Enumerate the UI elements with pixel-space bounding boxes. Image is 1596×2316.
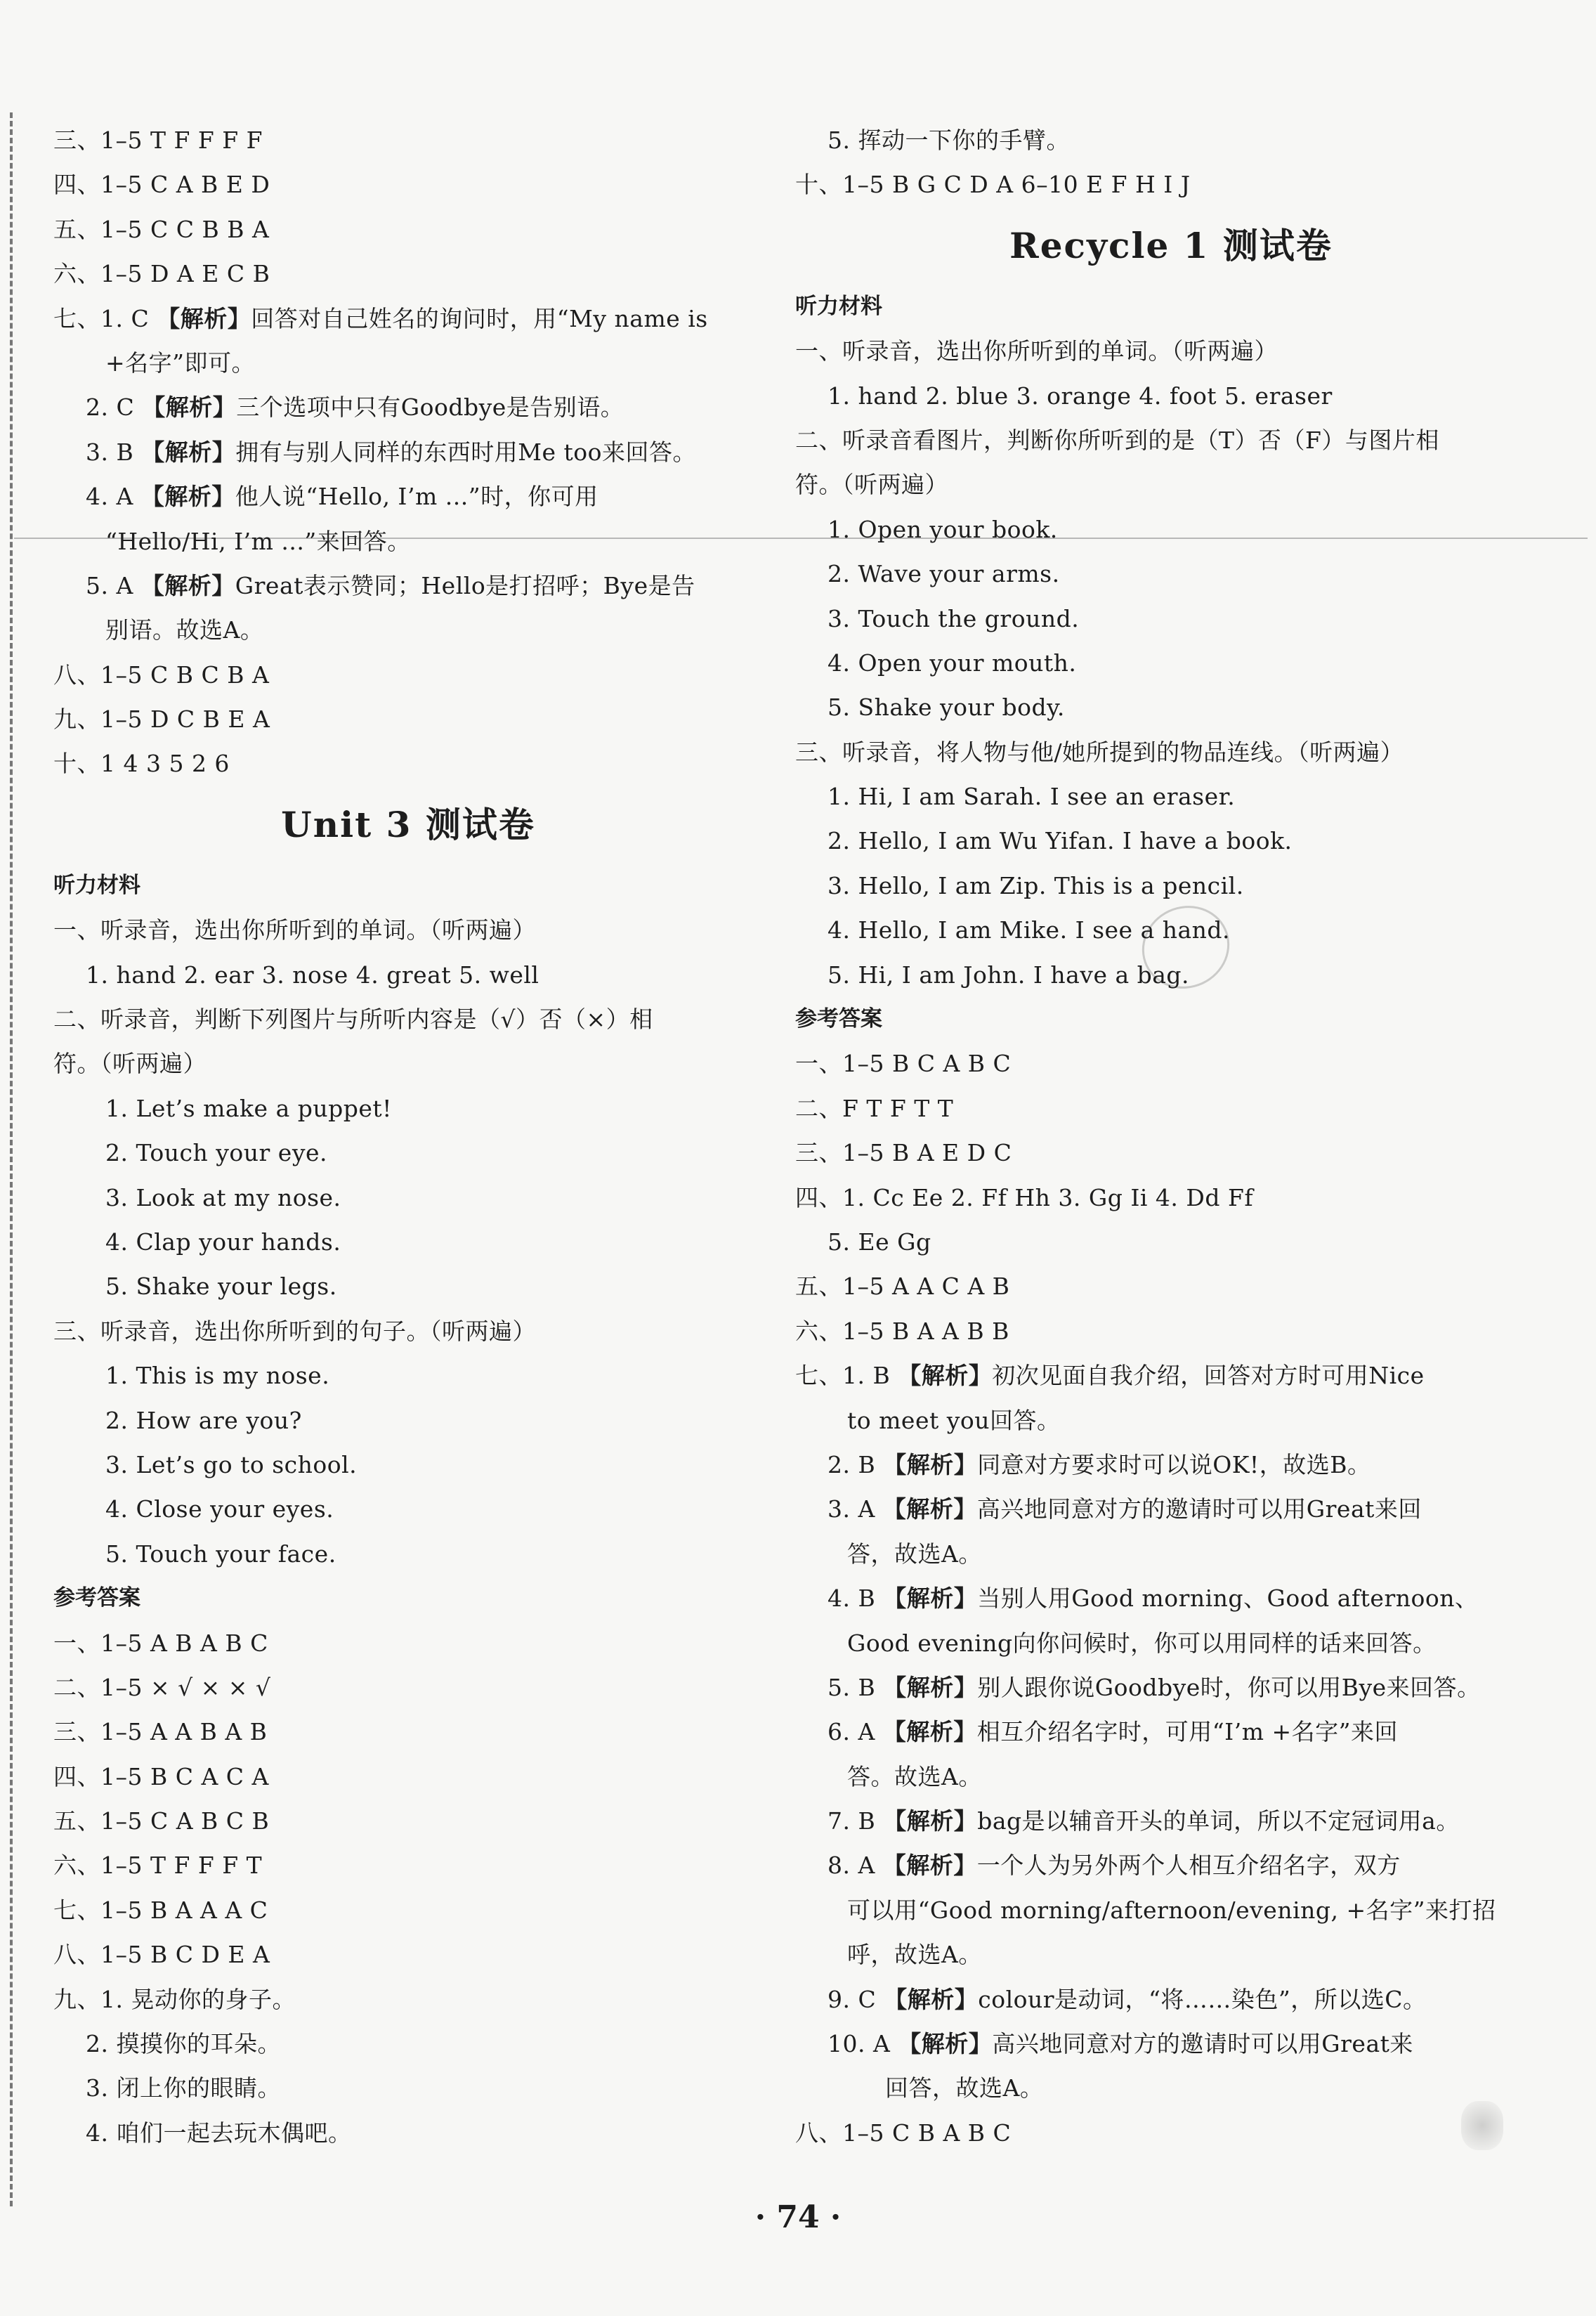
explanation-tag: 【解析】 <box>140 571 235 599</box>
left-text-line: 三、1–5 A A B A B <box>53 1718 268 1746</box>
right-text-line: to meet you回答。 <box>847 1406 1061 1434</box>
left-text-line: 5. Shake your legs. <box>105 1273 337 1301</box>
left-column <box>53 118 763 2155</box>
answer-choice: 6. A <box>828 1718 883 1746</box>
answer-explanation-line <box>795 1710 1547 1754</box>
answer-explanation-line <box>53 297 763 341</box>
left-text-line: 八、1–5 B C D E A <box>53 1941 270 1969</box>
right-text-line: 呼，故选A。 <box>847 1941 982 1969</box>
answer-explanation-line <box>53 564 763 608</box>
section-heading: 听力材料 <box>795 293 882 319</box>
right-text-line: 5. Ee Gg <box>828 1228 931 1256</box>
right-text-line: 2. Hello, I am Wu Yifan. I have a book. <box>828 827 1293 855</box>
left-text-line: 1. Let’s make a puppet! <box>105 1094 392 1122</box>
left-text-line: 六、1–5 D A E C B <box>53 260 270 288</box>
right-text-line: 5. Hi, I am John. I have a bag. <box>828 961 1190 989</box>
right-text-line: 1. Open your book. <box>828 515 1058 543</box>
left-text-line: 3. Let’s go to school. <box>105 1450 358 1478</box>
left-text-line: 二、1–5 × √ × × √ <box>53 1673 271 1701</box>
explanation-tag: 【解析】 <box>157 304 251 332</box>
left-text-line: 4. Clap your hands. <box>105 1228 341 1256</box>
answer-explanation-line <box>795 1487 1547 1531</box>
explanation-tag: 【解析】 <box>883 1673 978 1701</box>
left-text-line: 别语。故选A。 <box>105 616 264 644</box>
left-text-line: 七、1–5 B A A A C <box>53 1896 268 1924</box>
right-text-line: 回答，故选A。 <box>885 2074 1044 2102</box>
answer-choice: 5. A <box>86 571 141 599</box>
answer-choice: 4. A <box>86 483 141 511</box>
explanation-text: 同意对方要求时可以说OK!，故选B。 <box>977 1450 1371 1478</box>
section-heading: 参考答案 <box>795 1006 882 1032</box>
binding-dashed-line <box>10 112 13 2206</box>
answer-explanation-line <box>795 1799 1547 1843</box>
answer-choice: 七、1. C <box>53 304 157 332</box>
left-text-line: 2. Touch your eye. <box>105 1139 327 1167</box>
right-text-line: 五、1–5 A A C A B <box>795 1273 1010 1301</box>
right-text-line: 1. Hi, I am Sarah. I see an eraser. <box>828 783 1236 811</box>
left-text-line: “Hello/Hi, I’m ...”来回答。 <box>105 527 411 555</box>
left-text-line: 九、1–5 D C B E A <box>53 705 270 734</box>
explanation-tag: 【解析】 <box>883 1807 978 1835</box>
right-text-line: 2. Wave your arms. <box>828 560 1060 588</box>
answer-choice: 2. B <box>828 1450 884 1478</box>
explanation-tag: 【解析】 <box>883 1450 978 1478</box>
left-text-line: +名字”即可。 <box>105 349 256 377</box>
explanation-tag: 【解析】 <box>142 393 237 422</box>
explanation-tag: 【解析】 <box>898 2030 993 2058</box>
section-heading: 听力材料 <box>53 872 140 898</box>
right-text-line: 4. Hello, I am Mike. I see a hand. <box>828 916 1231 944</box>
answer-explanation-line <box>53 430 763 474</box>
answer-choice: 5. B <box>828 1673 884 1701</box>
explanation-text: 一个人为另外两个人相互介绍名字，双方 <box>976 1852 1401 1880</box>
right-text-line: 5. 挥动一下你的手臂。 <box>828 126 1070 154</box>
explanation-tag: 【解析】 <box>884 1985 979 2013</box>
explanation-text: 高兴地同意对方的邀请时可以用Great来回 <box>976 1495 1422 1523</box>
left-text-line: 3. 闭上你的眼睛。 <box>86 2074 281 2102</box>
page-number: · 74 · <box>754 2199 842 2235</box>
right-text-line: Good evening向你问候时，你可以用同样的话来回答。 <box>847 1629 1437 1657</box>
right-text-line: 三、听录音，将人物与他/她所提到的物品连线。（听两遍） <box>795 738 1404 766</box>
explanation-text: 当别人用Good morning、Good afternoon、 <box>977 1585 1479 1613</box>
explanation-text: 他人说“Hello, I’m ...”时，你可用 <box>235 483 598 511</box>
explanation-tag: 【解析】 <box>141 438 236 466</box>
answer-explanation-line <box>795 1843 1547 1887</box>
left-text-line: 九、1. 晃动你的身子。 <box>53 1985 296 2013</box>
explanation-text: 高兴地同意对方的邀请时可以用Great来 <box>992 2030 1413 2058</box>
right-text-line: 四、1. Cc Ee 2. Ff Hh 3. Gg Ii 4. Dd Ff <box>795 1183 1254 1211</box>
answer-choice: 3. A <box>828 1495 883 1523</box>
right-text-line: 5. Shake your body. <box>828 694 1065 722</box>
left-text-line: 四、1–5 C A B E D <box>53 171 270 199</box>
explanation-tag: 【解析】 <box>882 1852 977 1880</box>
left-text-line: 一、听录音，选出你所听到的单词。（听两遍） <box>53 916 536 944</box>
right-text-line: 1. hand 2. blue 3. orange 4. foot 5. eraser <box>828 382 1333 410</box>
right-text-line: 答。故选A。 <box>847 1762 982 1790</box>
answer-explanation-line <box>795 2022 1547 2066</box>
explanation-text: 拥有与别人同样的东西时用Me too来回答。 <box>235 438 697 466</box>
answer-explanation-line <box>795 1353 1547 1398</box>
left-text-line: 二、听录音，判断下列图片与所听内容是（√）否（×）相 <box>53 1006 653 1034</box>
explanation-tag: 【解析】 <box>882 1718 977 1746</box>
left-text-line: 符。（听两遍） <box>53 1050 207 1078</box>
right-text-line: 3. Hello, I am Zip. This is a pencil. <box>828 871 1244 899</box>
explanation-text: Great表示赞同；Hello是打招呼；Bye是告 <box>235 571 695 599</box>
right-text-line: 答，故选A。 <box>847 1540 982 1568</box>
right-text-line: 六、1–5 B A A B B <box>795 1317 1009 1345</box>
explanation-tag: 【解析】 <box>883 1585 978 1613</box>
answer-choice: 3. B <box>86 438 142 466</box>
left-text-line: 四、1–5 B C A C A <box>53 1762 269 1790</box>
right-text-line: 二、听录音看图片，判断你所听到的是（T）否（F）与图片相 <box>795 426 1439 454</box>
section-title: Recycle 1 测试卷 <box>1009 224 1333 266</box>
explanation-text: colour是动词，“将……染色”，所以选C。 <box>978 1985 1427 2013</box>
answer-explanation-line <box>53 474 763 519</box>
explanation-text: bag是以辅音开头的单词，所以不定冠词用a。 <box>977 1807 1460 1835</box>
right-text-line: 三、1–5 B A E D C <box>795 1139 1012 1167</box>
right-text-line: 一、1–5 B C A B C <box>795 1050 1012 1078</box>
answer-choice: 8. A <box>828 1852 883 1880</box>
answer-explanation-line <box>795 1443 1547 1487</box>
left-text-line: 十、1 4 3 5 2 6 <box>53 750 230 778</box>
explanation-text: 相互介绍名字时，可用“I’m +名字”来回 <box>976 1718 1398 1746</box>
left-text-line: 八、1–5 C B C B A <box>53 661 270 689</box>
left-text-line: 5. Touch your face. <box>105 1540 336 1568</box>
explanation-tag: 【解析】 <box>898 1362 993 1390</box>
section-title: Unit 3 测试卷 <box>281 803 535 845</box>
right-text-line: 4. Open your mouth. <box>828 649 1077 677</box>
left-text-line: 2. 摸摸你的耳朵。 <box>86 2030 281 2058</box>
left-text-line: 三、听录音，选出你所听到的句子。（听两遍） <box>53 1317 536 1345</box>
right-column <box>795 118 1547 2155</box>
right-text-line: 符。（听两遍） <box>795 471 948 499</box>
left-text-line: 五、1–5 C C B B A <box>53 215 270 243</box>
left-text-line: 六、1–5 T F F F T <box>53 1852 263 1880</box>
right-text-line: 二、F T F T T <box>795 1094 954 1122</box>
answer-explanation-line <box>795 1977 1547 2022</box>
left-text-line: 3. Look at my nose. <box>105 1183 341 1211</box>
right-text-line: 3. Touch the ground. <box>828 604 1080 632</box>
answer-choice: 10. A <box>828 2030 898 2058</box>
explanation-tag: 【解析】 <box>882 1495 977 1523</box>
explanation-text: 三个选项中只有Goodbye是告别语。 <box>236 393 624 422</box>
left-text-line: 一、1–5 A B A B C <box>53 1629 268 1657</box>
left-text-line: 三、1–5 T F F F F <box>53 126 263 154</box>
explanation-text: 别人跟你说Goodbye时，你可以用Bye来回答。 <box>977 1673 1481 1701</box>
answer-choice: 4. B <box>828 1585 884 1613</box>
left-text-line: 1. hand 2. ear 3. nose 4. great 5. well <box>86 961 539 989</box>
answer-choice: 7. B <box>828 1807 884 1835</box>
answer-explanation-line <box>53 385 763 429</box>
left-text-line: 五、1–5 C A B C B <box>53 1807 270 1835</box>
explanation-text: 初次见面自我介绍，回答对方时可用Nice <box>992 1362 1425 1390</box>
left-text-line: 1. This is my nose. <box>105 1362 330 1390</box>
right-text-line: 可以用“Good morning/afternoon/evening, +名字”来打招 <box>847 1896 1496 1924</box>
answer-choice: 2. C <box>86 393 143 422</box>
section-heading: 参考答案 <box>53 1585 140 1611</box>
answer-choice: 七、1. B <box>795 1362 898 1390</box>
right-text-line: 十、1–5 B G C D A 6–10 E F H I J <box>795 171 1191 199</box>
explanation-text: 回答对自己姓名的询问时，用“My name is <box>251 304 708 332</box>
right-text-line: 八、1–5 C B A B C <box>795 2119 1012 2147</box>
answer-choice: 9. C <box>828 1985 884 2013</box>
left-text-line: 2. How are you? <box>105 1406 302 1434</box>
answer-explanation-line <box>795 1576 1547 1620</box>
left-text-line: 4. Close your eyes. <box>105 1495 334 1523</box>
left-text-line: 4. 咱们一起去玩木偶吧。 <box>86 2119 352 2147</box>
explanation-tag: 【解析】 <box>140 483 235 511</box>
answer-explanation-line <box>795 1665 1547 1710</box>
right-text-line: 一、听录音，选出你所听到的单词。（听两遍） <box>795 337 1278 365</box>
